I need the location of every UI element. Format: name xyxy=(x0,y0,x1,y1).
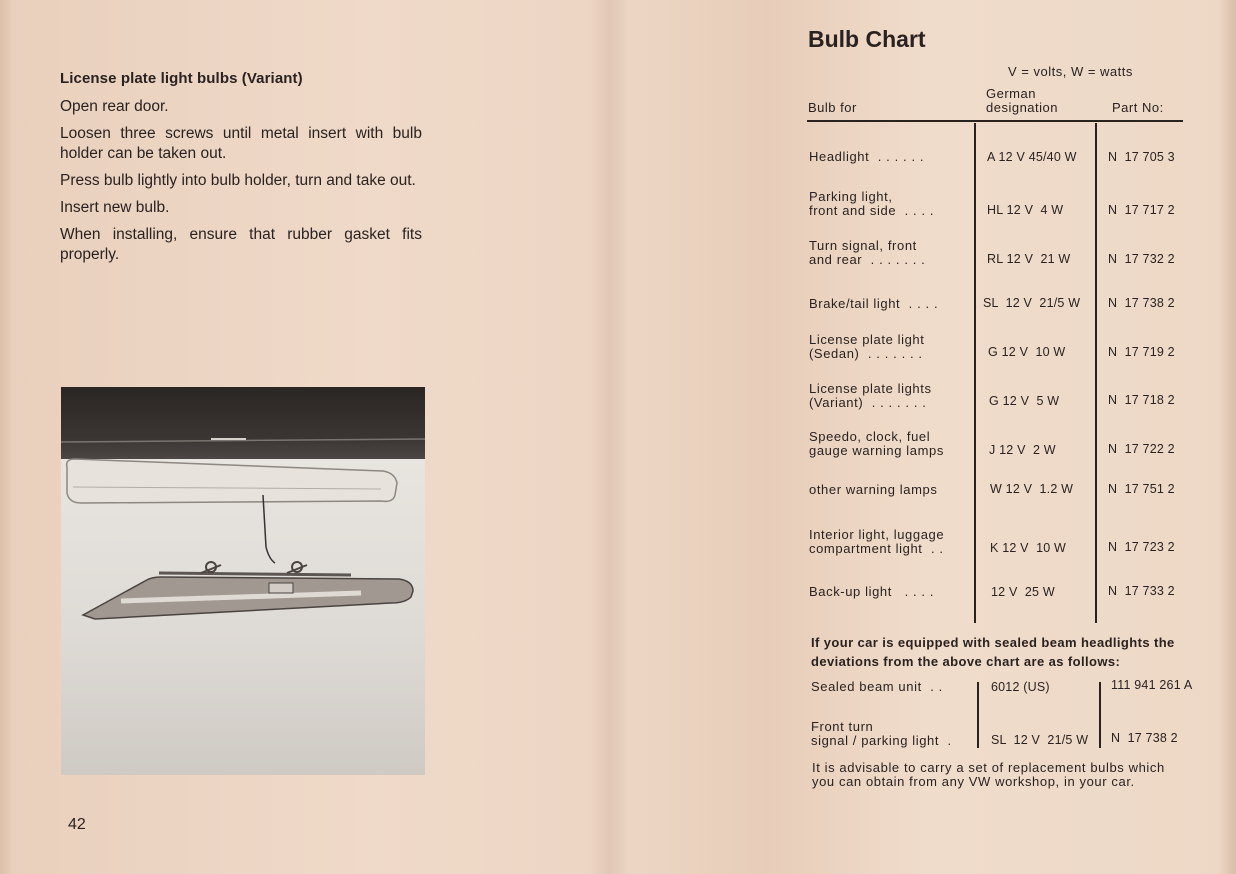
bulb-for-cell: Sealed beam unit . . xyxy=(811,679,943,694)
part-no-cell: N 17 732 2 xyxy=(1108,252,1175,266)
bulb-for-cell: Interior light, luggage compartment light . . xyxy=(809,527,945,556)
replacement-bulbs-footnote: It is advisable to carry a set of replacement bulbs which you can obtain from any VW workshop, in your car. xyxy=(812,760,1165,789)
column-header-german-designation: German designation xyxy=(986,86,1058,115)
bulb-for-cell: other warning lamps xyxy=(809,482,938,497)
bulb-for-cell: Speedo, clock, fuel gauge warning lamps xyxy=(809,429,944,458)
column-header-part-no: Part No: xyxy=(1112,100,1164,115)
license-plate-light-photo xyxy=(61,387,425,775)
designation-cell: W 12 V 1.2 W xyxy=(990,482,1074,496)
bulb-for-cell: License plate light (Sedan) . . . . . . . xyxy=(809,332,925,361)
page-edge-left xyxy=(0,0,14,874)
sealed-beam-note: If your car is equipped with sealed beam headlights the deviations from the above chart are as follows: xyxy=(811,635,1175,669)
column-header-bulb-for: Bulb for xyxy=(808,100,857,115)
bulb-for-cell: Front turn signal / parking light . xyxy=(811,719,952,748)
page-number: 42 xyxy=(68,816,86,833)
designation-cell: K 12 V 10 W xyxy=(990,541,1067,555)
part-no-cell: N 17 723 2 xyxy=(1108,540,1175,554)
section-heading: License plate light bulbs (Variant) xyxy=(60,70,303,87)
designation-cell: G 12 V 5 W xyxy=(989,394,1060,408)
designation-cell: 12 V 25 W xyxy=(991,585,1055,599)
part-no-cell: N 17 717 2 xyxy=(1108,203,1175,217)
license-plate-light-illustration xyxy=(61,387,425,775)
bulb-for-cell: Brake/tail light . . . . xyxy=(809,296,939,311)
column-divider xyxy=(974,123,976,623)
part-no-cell: N 17 751 2 xyxy=(1108,482,1175,496)
step-text: Loosen three screws until metal insert with bulb holder can be taken out. xyxy=(60,125,422,162)
part-no-cell: N 17 733 2 xyxy=(1108,584,1175,598)
bulb-for-cell: Turn signal, front and rear . . . . . . . xyxy=(809,238,926,267)
column-divider xyxy=(1099,682,1101,748)
part-no-cell: N 17 738 2 xyxy=(1108,296,1175,310)
bulb-for-cell: Back-up light . . . . xyxy=(809,584,935,599)
step-text: Press bulb lightly into bulb holder, turn and take out. xyxy=(60,172,416,189)
step-text: Open rear door. xyxy=(60,98,169,115)
part-no-cell: N 17 718 2 xyxy=(1108,393,1175,407)
bulb-for-cell: Parking light, front and side . . . . xyxy=(809,189,935,218)
bulb-for-cell: License plate lights (Variant) . . . . . . . xyxy=(809,381,932,410)
designation-cell: SL 12 V 21/5 W xyxy=(983,296,1081,310)
column-divider xyxy=(1095,123,1097,623)
book-gutter xyxy=(590,0,630,874)
designation-cell: 6012 (US) xyxy=(991,680,1050,694)
designation-cell: HL 12 V 4 W xyxy=(987,203,1064,217)
instruction-steps xyxy=(60,97,422,272)
part-no-cell: 111 941 261 A xyxy=(1111,678,1193,692)
part-no-cell: N 17 705 3 xyxy=(1108,150,1175,164)
chart-title: Bulb Chart xyxy=(808,26,926,52)
designation-cell: RL 12 V 21 W xyxy=(987,252,1071,266)
column-divider xyxy=(977,682,979,748)
step-text: When installing, ensure that rubber gasket fits properly. xyxy=(60,226,422,263)
part-no-cell: N 17 738 2 xyxy=(1111,731,1178,745)
designation-cell: A 12 V 45/40 W xyxy=(987,150,1077,164)
designation-cell: J 12 V 2 W xyxy=(989,443,1056,457)
designation-cell: SL 12 V 21/5 W xyxy=(991,733,1089,747)
bulb-for-cell: Headlight . . . . . . xyxy=(809,149,925,164)
part-no-cell: N 17 719 2 xyxy=(1108,345,1175,359)
page-edge-right xyxy=(1218,0,1236,874)
part-no-cell: N 17 722 2 xyxy=(1108,442,1175,456)
designation-cell: G 12 V 10 W xyxy=(988,345,1066,359)
step-text: Insert new bulb. xyxy=(60,199,170,216)
units-legend: V = volts, W = watts xyxy=(1008,64,1133,79)
header-rule xyxy=(807,120,1183,122)
